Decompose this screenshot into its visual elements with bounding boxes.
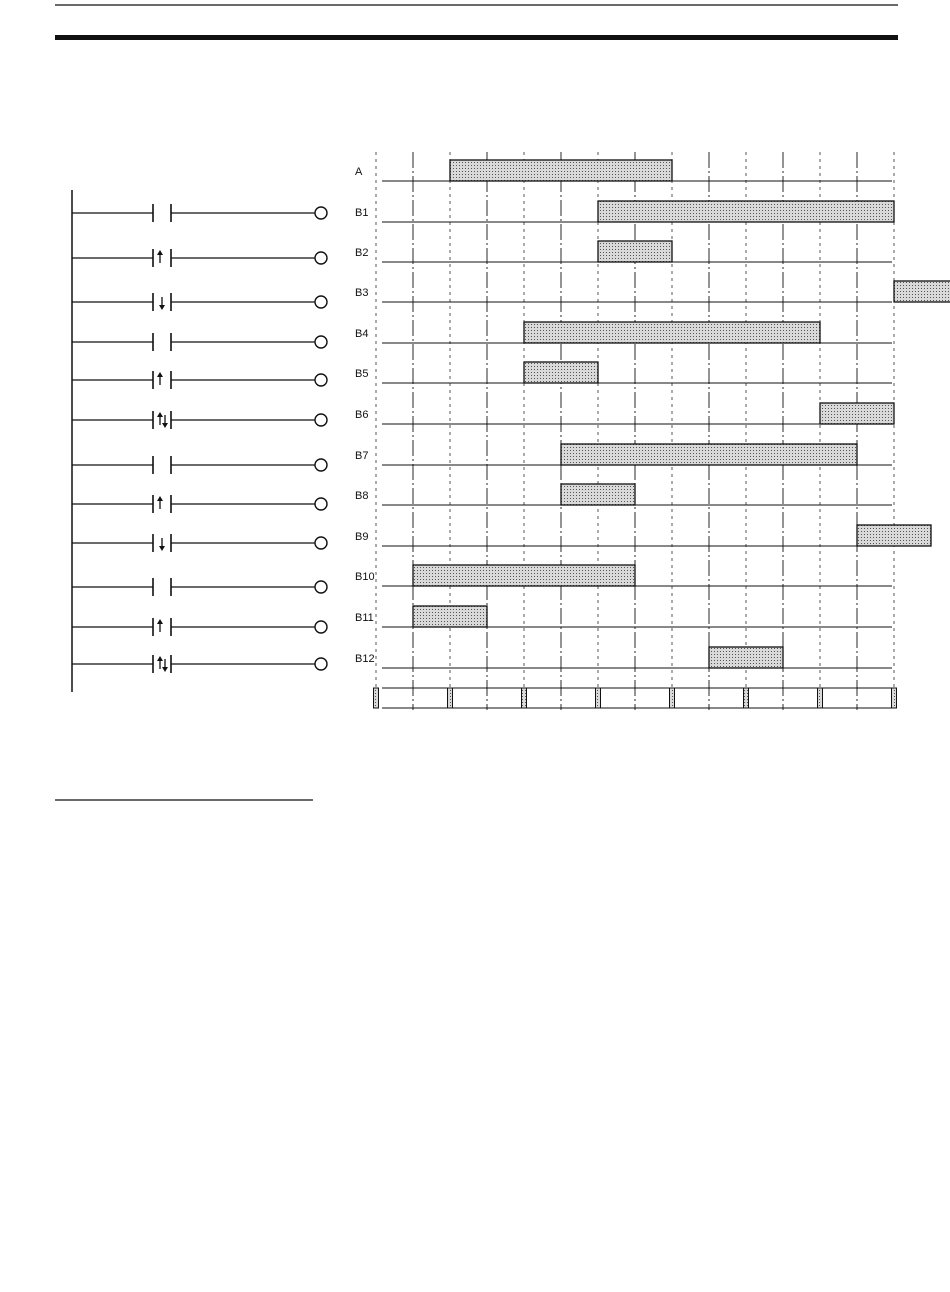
timing-signal <box>355 201 894 222</box>
output-coil-icon <box>315 374 327 386</box>
signal-pulse <box>561 484 635 505</box>
signal-pulse <box>450 160 672 181</box>
output-coil-icon <box>315 537 327 549</box>
signal-label: B1 <box>355 207 369 219</box>
up-arrow-head-icon <box>157 412 163 417</box>
ladder-rung <box>72 578 327 596</box>
signal-label: B4 <box>355 328 369 340</box>
ladder-rung <box>72 371 327 389</box>
down-arrow-head-icon <box>159 305 165 310</box>
ladder-rung <box>72 618 327 636</box>
signal-pulse <box>857 525 931 546</box>
ladder-diagram <box>72 190 327 692</box>
output-coil-icon <box>315 414 327 426</box>
signal-pulse <box>709 647 783 668</box>
timing-signal <box>355 484 892 505</box>
timing-signal <box>355 362 892 383</box>
signal-label: B8 <box>355 490 369 502</box>
signal-pulse <box>561 444 857 465</box>
signal-pulse <box>820 403 894 424</box>
up-arrow-head-icon <box>157 496 163 501</box>
cycle-marker <box>818 688 823 708</box>
signal-pulse <box>413 565 635 586</box>
output-coil-icon <box>315 581 327 593</box>
signal-label: B5 <box>355 368 369 380</box>
signal-pulse <box>524 362 598 383</box>
up-arrow-head-icon <box>157 656 163 661</box>
cycle-marker <box>448 688 453 708</box>
down-arrow-head-icon <box>159 546 165 551</box>
timing-chart <box>355 152 950 710</box>
output-coil-icon <box>315 621 327 633</box>
timing-signal <box>355 444 892 465</box>
ladder-rung <box>72 249 327 267</box>
signal-pulse <box>894 281 950 302</box>
output-coil-icon <box>315 658 327 670</box>
cycle-marker <box>892 688 897 708</box>
timing-signal <box>355 525 931 546</box>
ladder-rung <box>72 411 327 429</box>
timing-signal <box>355 160 892 181</box>
ladder-rung <box>72 293 327 311</box>
signal-label: B10 <box>355 571 375 583</box>
signal-pulse <box>598 241 672 262</box>
cycle-marker <box>374 688 379 708</box>
timing-signal <box>355 281 950 302</box>
output-coil-icon <box>315 498 327 510</box>
signal-label: B7 <box>355 450 369 462</box>
signal-label: B12 <box>355 653 375 665</box>
output-coil-icon <box>315 459 327 471</box>
signal-label: B9 <box>355 531 369 543</box>
output-coil-icon <box>315 336 327 348</box>
ladder-rung <box>72 534 327 552</box>
timing-signal <box>355 403 894 424</box>
timing-signal <box>355 322 892 343</box>
cycle-marker <box>744 688 749 708</box>
timing-signal <box>355 606 892 627</box>
signal-pulse <box>598 201 894 222</box>
signal-label: B6 <box>355 409 369 421</box>
ladder-rung <box>72 655 327 673</box>
ladder-rung <box>72 456 327 474</box>
up-arrow-head-icon <box>157 250 163 255</box>
output-coil-icon <box>315 207 327 219</box>
ladder-rung <box>72 495 327 513</box>
up-arrow-head-icon <box>157 372 163 377</box>
down-arrow-head-icon <box>162 667 168 672</box>
down-arrow-head-icon <box>162 423 168 428</box>
timing-signal <box>355 565 892 586</box>
signal-label: B2 <box>355 247 369 259</box>
ladder-rung <box>72 333 327 351</box>
cycle-marker <box>596 688 601 708</box>
signal-label: B11 <box>355 612 374 624</box>
cycle-marker <box>522 688 527 708</box>
timing-signal <box>355 647 892 668</box>
cycle-marker <box>670 688 675 708</box>
ladder-rung <box>72 204 327 222</box>
signal-label: B3 <box>355 287 369 299</box>
timing-signal <box>355 241 892 262</box>
output-coil-icon <box>315 296 327 308</box>
output-coil-icon <box>315 252 327 264</box>
signal-pulse <box>524 322 820 343</box>
signal-pulse <box>413 606 487 627</box>
signal-label: A <box>355 166 363 178</box>
up-arrow-head-icon <box>157 619 163 624</box>
